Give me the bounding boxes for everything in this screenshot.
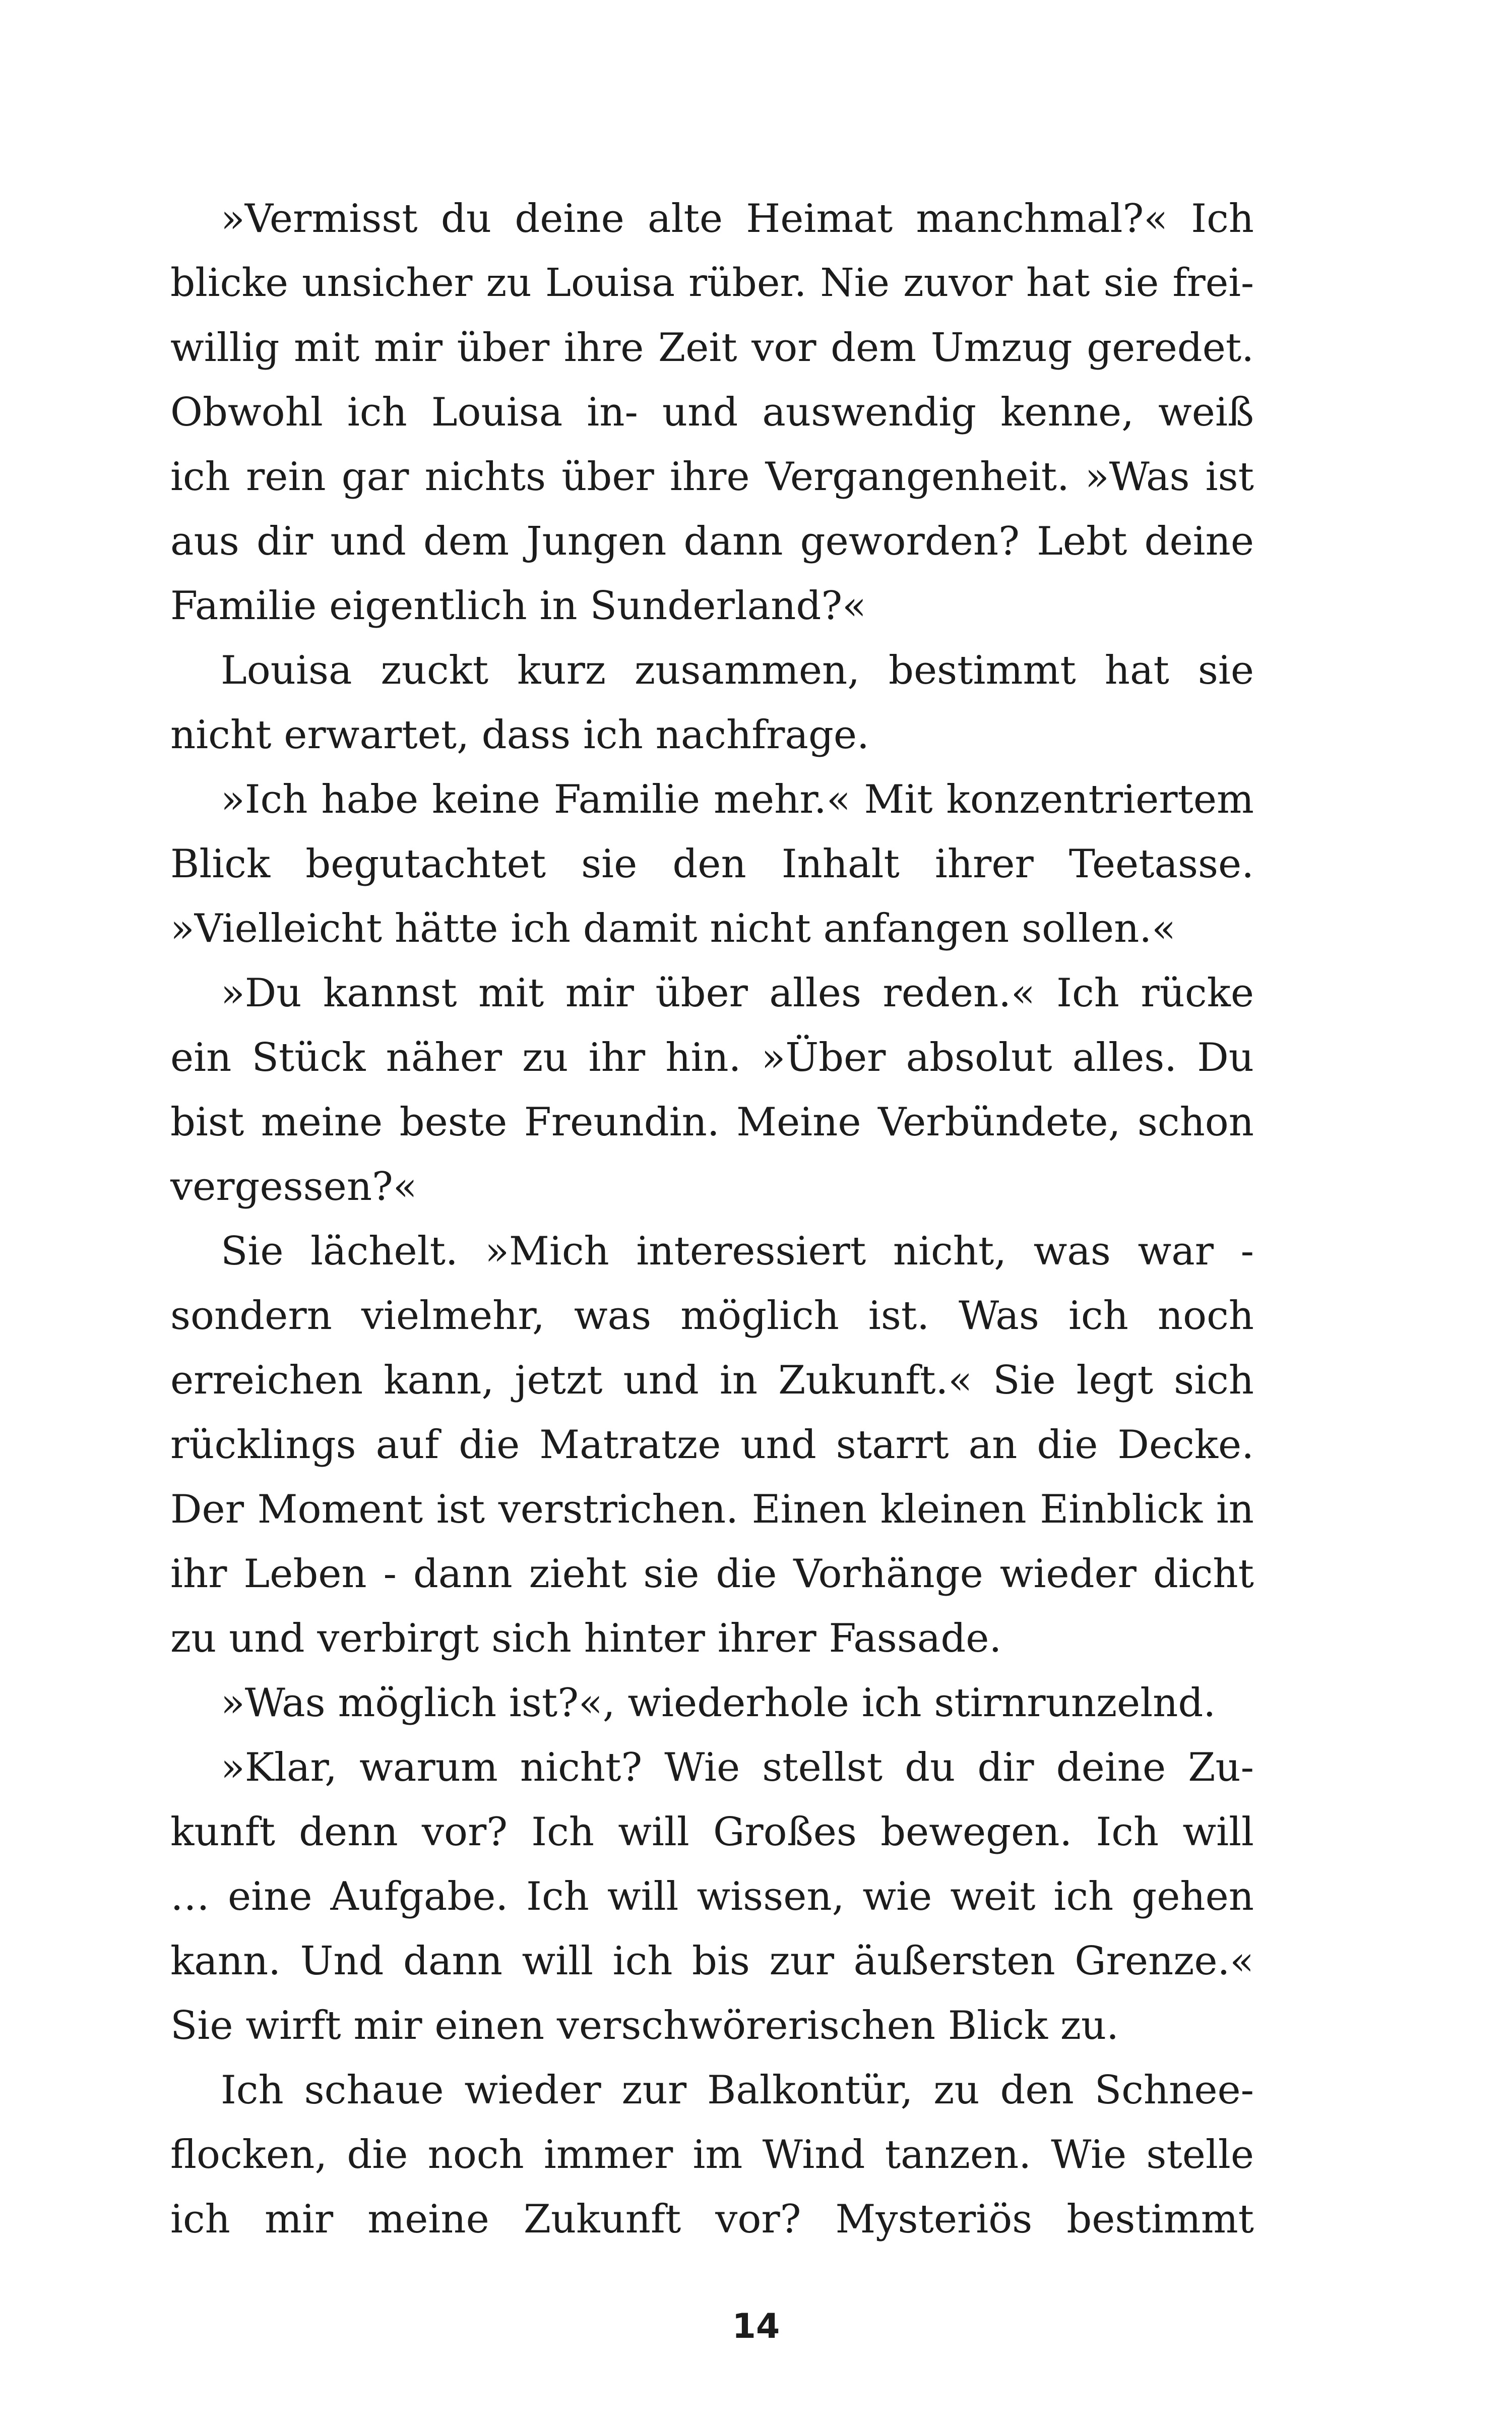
text-line: blicke unsicher zu Louisa rüber. Nie zuvor hat sie frei- <box>170 261 1254 306</box>
text-line: Der Moment ist verstrichen. Einen kleinen Einblick in <box>170 1487 1254 1532</box>
text-line: »Was möglich ist?«, wiederhole ich stirnrunzelnd. <box>221 1680 1216 1726</box>
text-line: »Vielleicht hätte ich damit nicht anfangen sollen.« <box>170 906 1176 951</box>
text-line: Sie wirft mir einen verschwörerischen Blick zu. <box>170 2003 1119 2048</box>
text-line: vergessen?« <box>170 1164 417 1209</box>
text-line: bist meine beste Freundin. Meine Verbündete, schon <box>170 1100 1254 1145</box>
text-line: »Ich habe keine Familie mehr.« Mit konzentriertem <box>221 777 1254 822</box>
text-line: Ich schaue wieder zur Balkontür, zu den Schnee- <box>221 2068 1254 2113</box>
text-line: Blick begutachtet sie den Inhalt ihrer Teetasse. <box>170 841 1254 887</box>
text-line: zu und verbirgt sich hinter ihrer Fassade. <box>170 1616 1002 1661</box>
text-line: kunft denn vor? Ich will Großes bewegen. Ich will <box>170 1809 1254 1855</box>
text-line: »Du kannst mit mir über alles reden.« Ich rücke <box>221 971 1254 1016</box>
text-line: kann. Und dann will ich bis zur äußersten Grenze.« <box>170 1939 1254 1984</box>
text-line: flocken, die noch immer im Wind tanzen. Wie stelle <box>170 2132 1254 2177</box>
text-line: willig mit mir über ihre Zeit vor dem Umzug geredet. <box>170 325 1254 371</box>
body-text <box>170 187 1254 2252</box>
text-line: »Vermisst du deine alte Heimat manchmal?« Ich <box>221 196 1254 241</box>
text-line: nicht erwartet, dass ich nachfrage. <box>170 712 869 758</box>
text-line: Louisa zuckt kurz zusammen, bestimmt hat sie <box>221 648 1254 693</box>
text-line: sondern vielmehr, was möglich ist. Was ich noch <box>170 1293 1254 1339</box>
text-line: rücklings auf die Matratze und starrt an die Decke. <box>170 1422 1254 1468</box>
text-line: ihr Leben - dann zieht sie die Vorhänge wieder dicht <box>170 1551 1254 1597</box>
text-line: ich rein gar nichts über ihre Vergangenheit. »Was ist <box>170 454 1254 500</box>
text-line: »Klar, warum nicht? Wie stellst du dir deine Zu- <box>221 1745 1254 1790</box>
text-line: ein Stück näher zu ihr hin. »Über absolut alles. Du <box>170 1035 1254 1080</box>
text-line: Familie eigentlich in Sunderland?« <box>170 583 866 629</box>
text-line: … eine Aufgabe. Ich will wissen, wie weit ich gehen <box>170 1874 1254 1919</box>
text-line: ich mir meine Zukunft vor? Mysteriös bestimmt <box>170 2197 1254 2242</box>
text-line: Obwohl ich Louisa in- und auswendig kenne, weiß <box>170 390 1254 435</box>
text-line: Sie lächelt. »Mich interessiert nicht, was war - <box>221 1229 1254 1274</box>
text-line: aus dir und dem Jungen dann geworden? Lebt deine <box>170 519 1254 564</box>
text-line: erreichen kann, jetzt und in Zukunft.« Sie legt sich <box>170 1358 1254 1403</box>
page-number: 14 <box>732 2307 780 2346</box>
